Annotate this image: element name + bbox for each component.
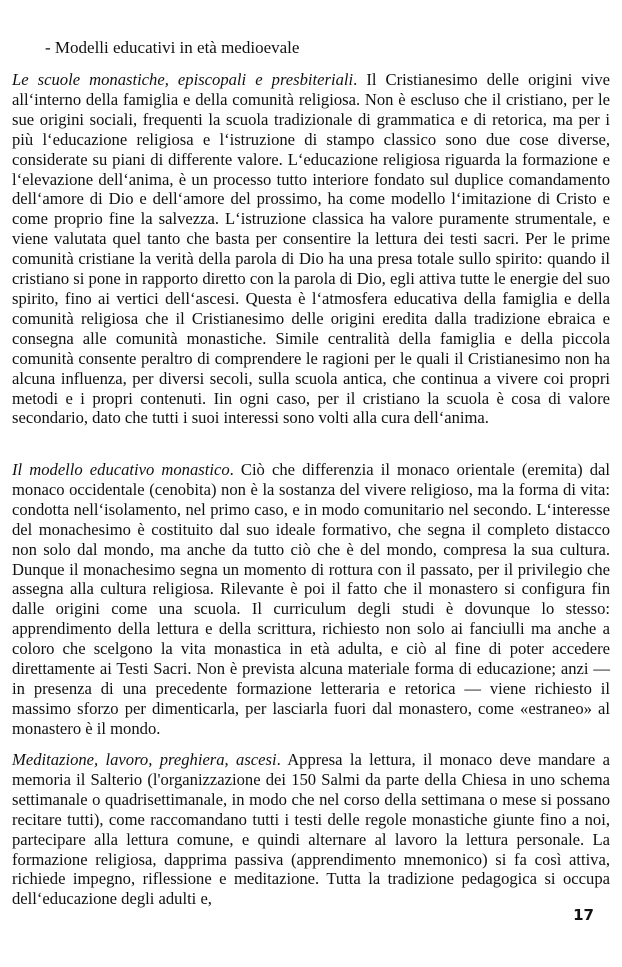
- paragraph-lead-title: Meditazione, lavoro, preghiera, ascesi: [12, 750, 277, 769]
- paragraph-modello-monastico: [12, 460, 610, 739]
- paragraph-scuole-monastiche: [12, 70, 610, 428]
- paragraph-lead-title: Il modello educativo monastico: [12, 460, 230, 479]
- page-number: 17: [573, 906, 594, 924]
- paragraph-body: . Appresa la lettura, il monaco deve mandare a memoria il Salterio (l'organizzazione dei 150 Salmi da parte della Chiesa in uno schema settimanale o quadrisettimanale, in modo che nel corso della settimana o mese si possano recitare tutti), come raccomandano tutti i testi delle regole monastiche giunte fino a noi, partecipare alla lettura comune, e quindi alternare al lavoro la lettura personale. La formazione religiosa, dapprima passiva (apprendimento mnemonico) si fa così attiva, richiede impegno, riflessione e meditazione. Tutta la tradizione pedagogica si occupa dell‘educazione degli adulti e,: [12, 750, 610, 909]
- paragraph-body: . Il Cristianesimo delle origini vive all‘interno della famiglia e della comunità religiosa. Non è escluso che il cristiano, per le sue origini sociali, frequenti la scuola tradizionale di grammatica e di retorica, ma per i più l‘educazione religiosa e l‘istruzione di stampo classico sono due cose diverse, considerate su piani di differente valore. L‘educazione religiosa riguarda la formazione e l‘elevazione dell‘anima, è un processo tutto interiore fondato sul duplice comandamento dell‘amore di Dio e dell‘amore del prossimo, ha come modello l‘imitazione di Cristo e come proprio fine la salvezza. L‘istruzione classica ha valore puramente strumentale, e viene valutata quel tanto che basta per consentire la lettura dei testi sacri. Per le prime comunità cristiane la verità della parola di Dio ha una presa totale sullo spirito: quando il cristiano si pone in rapporto diretto con la parola di Dio, egli attiva tutte le energie del suo spirito, fino ai vertici dell‘ascesi. Questa è l‘atmosfera educativa della famiglia e della comunità religiosa che il Cristianesimo delle origini eredita dalla tradizione ebraica e consegna alle comunità monastiche. Simile centralità della famiglia e della piccola comunità consente peraltro di comprendere le ragioni per le quali il Cristianesimo non ha alcuna influenza, per diversi secoli, sulla scuola antica, che continua a vivere coi propri metodi e i propri contenuti. Iin ogni caso, per il cristiano la scuola è cosa di valore secondario, dato che tutti i suoi interessi sono volti alla cura dell‘anima.: [12, 70, 610, 428]
- paragraph-lead-title: Le scuole monastiche, episcopali e presbiteriali: [12, 70, 354, 89]
- section-heading: - Modelli educativi in età medioevale: [45, 38, 300, 57]
- paragraph-body: . Ciò che differenzia il monaco orientale (eremita) dal monaco occidentale (cenobita) non è la sostanza del vivere religioso, ma la forma di vita: condotta nell‘isolamento, nel primo caso, e in modo comunitario nel secondo. L‘interesse del monachesimo è costituito dal suo ideale formativo, che segna il completo distacco non solo dal mondo, ma anche da tutto ciò che è del mondo, compresa la sua cultura. Dunque il monachesimo segna un momento di rottura con il passato, per il privilegio che assegna alla cultura religiosa. Rilevante è poi il fatto che il monastero si configura fin dalle origini come una scuola. Il curriculum degli studi è dovunque lo stesso: apprendimento della lettura e della scrittura, richiesto non solo ai fanciulli ma anche a coloro che scelgono la vita monastica in età adulta, e ciò al fine di poter accedere direttamente ai Testi Sacri. Non è prevista alcuna materiale forma di educazione; anzi — in presenza di una precedente formazione letteraria e retorica — viene richiesto il massimo sforzo per dimenticarla, per lasciarla fuori dal monastero, come «estraneo» al monastero è il mondo.: [12, 460, 610, 738]
- paragraph-meditazione: [12, 750, 610, 909]
